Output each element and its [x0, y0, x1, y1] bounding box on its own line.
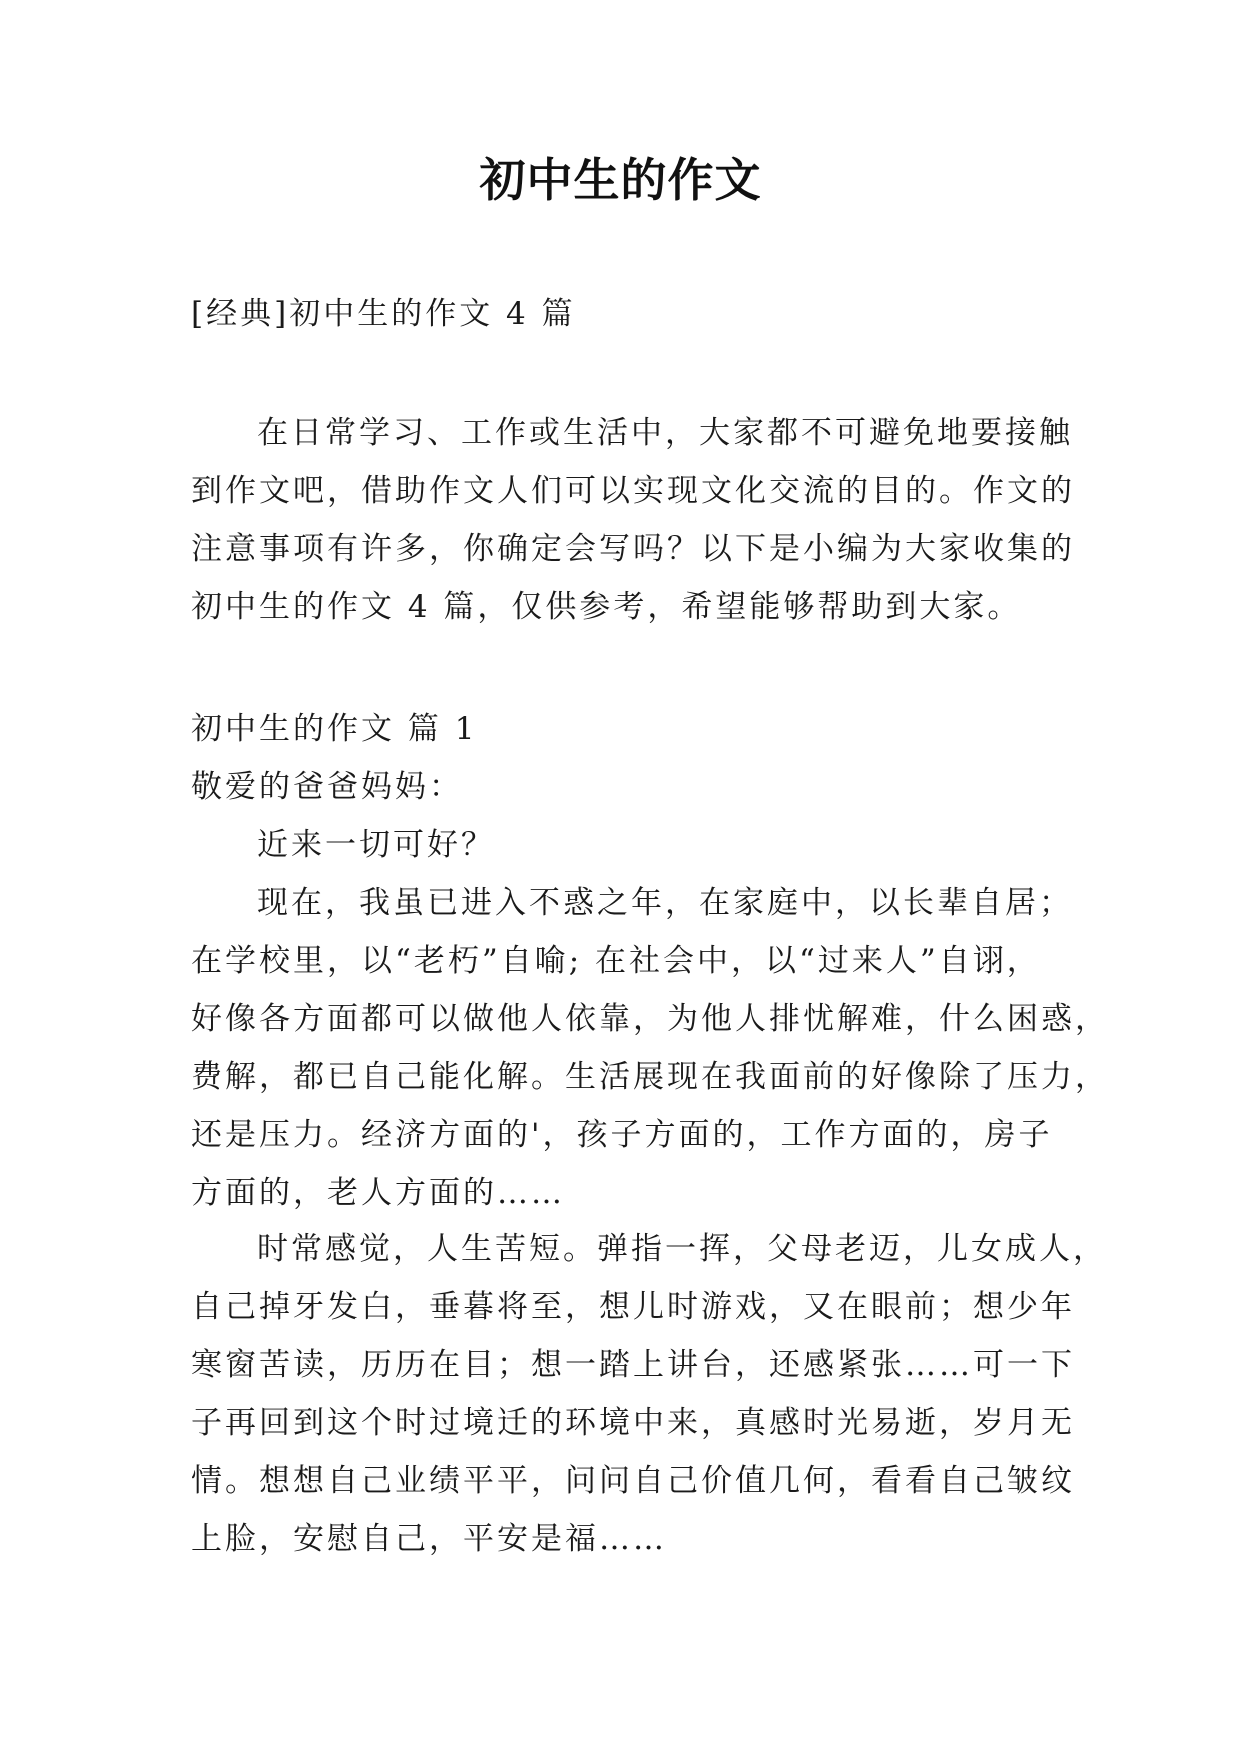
paragraph-line: 费解，都已自己能化解。生活展现在我面前的好像除了压力，: [191, 1059, 1109, 1095]
paragraph-line: 情。想想自己业绩平平，问问自己价值几何，看看自己皱纹: [191, 1463, 1075, 1499]
paragraph-line: 好像各方面都可以做他人依靠，为他人排忧解难，什么困惑，: [191, 1001, 1109, 1037]
paragraph-line: 在学校里，以“老朽”自喻; 在社会中，以“过来人”自诩，: [191, 943, 1041, 979]
paragraph-line: 上脸，安慰自己，平安是福……: [191, 1521, 667, 1557]
paragraph-line: 自己掉牙发白，垂暮将至，想儿时游戏，又在眼前；想少年: [191, 1289, 1075, 1325]
intro-paragraph: [191, 404, 1075, 636]
paragraph-line: 子再回到这个时过境迁的环境中来，真感时光易逝，岁月无: [191, 1405, 1075, 1441]
intro-line: 注意事项有许多，你确定会写吗？以下是小编为大家收集的: [191, 531, 1075, 567]
paragraph-1: [191, 816, 495, 874]
paragraph-line: 现在，我虽已进入不惑之年，在家庭中，以长辈自居；: [257, 885, 1073, 921]
intro-line: 在日常学习、工作或生活中，大家都不可避免地要接触: [257, 415, 1073, 451]
letter-greeting: 敬爱的爸爸妈妈：: [191, 769, 463, 805]
paragraph-line: 寒窗苦读，历历在目；想一踏上讲台，还感紧张……可一下: [191, 1347, 1075, 1383]
paragraph-line: 时常感觉，人生苦短。弹指一挥，父母老迈，儿女成人，: [257, 1231, 1107, 1267]
intro-line: 初中生的作文 4 篇，仅供参考，希望能够帮助到大家。: [191, 589, 1022, 625]
section-heading: 初中生的作文 篇 1: [191, 711, 478, 747]
paragraph-2: [191, 874, 1109, 1222]
paragraph-line: 还是压力。经济方面的'，孩子方面的，工作方面的，房子: [191, 1117, 1053, 1153]
paragraph-line: 方面的，老人方面的……: [191, 1175, 565, 1211]
document-subtitle: [经典]初中生的作文 4 篇: [191, 296, 576, 332]
paragraph-3: [191, 1220, 1107, 1568]
document-title: 初中生的作文: [479, 153, 762, 207]
paragraph-line: 近来一切可好？: [257, 827, 495, 863]
intro-line: 到作文吧，借助作文人们可以实现文化交流的目的。作文的: [191, 473, 1075, 509]
